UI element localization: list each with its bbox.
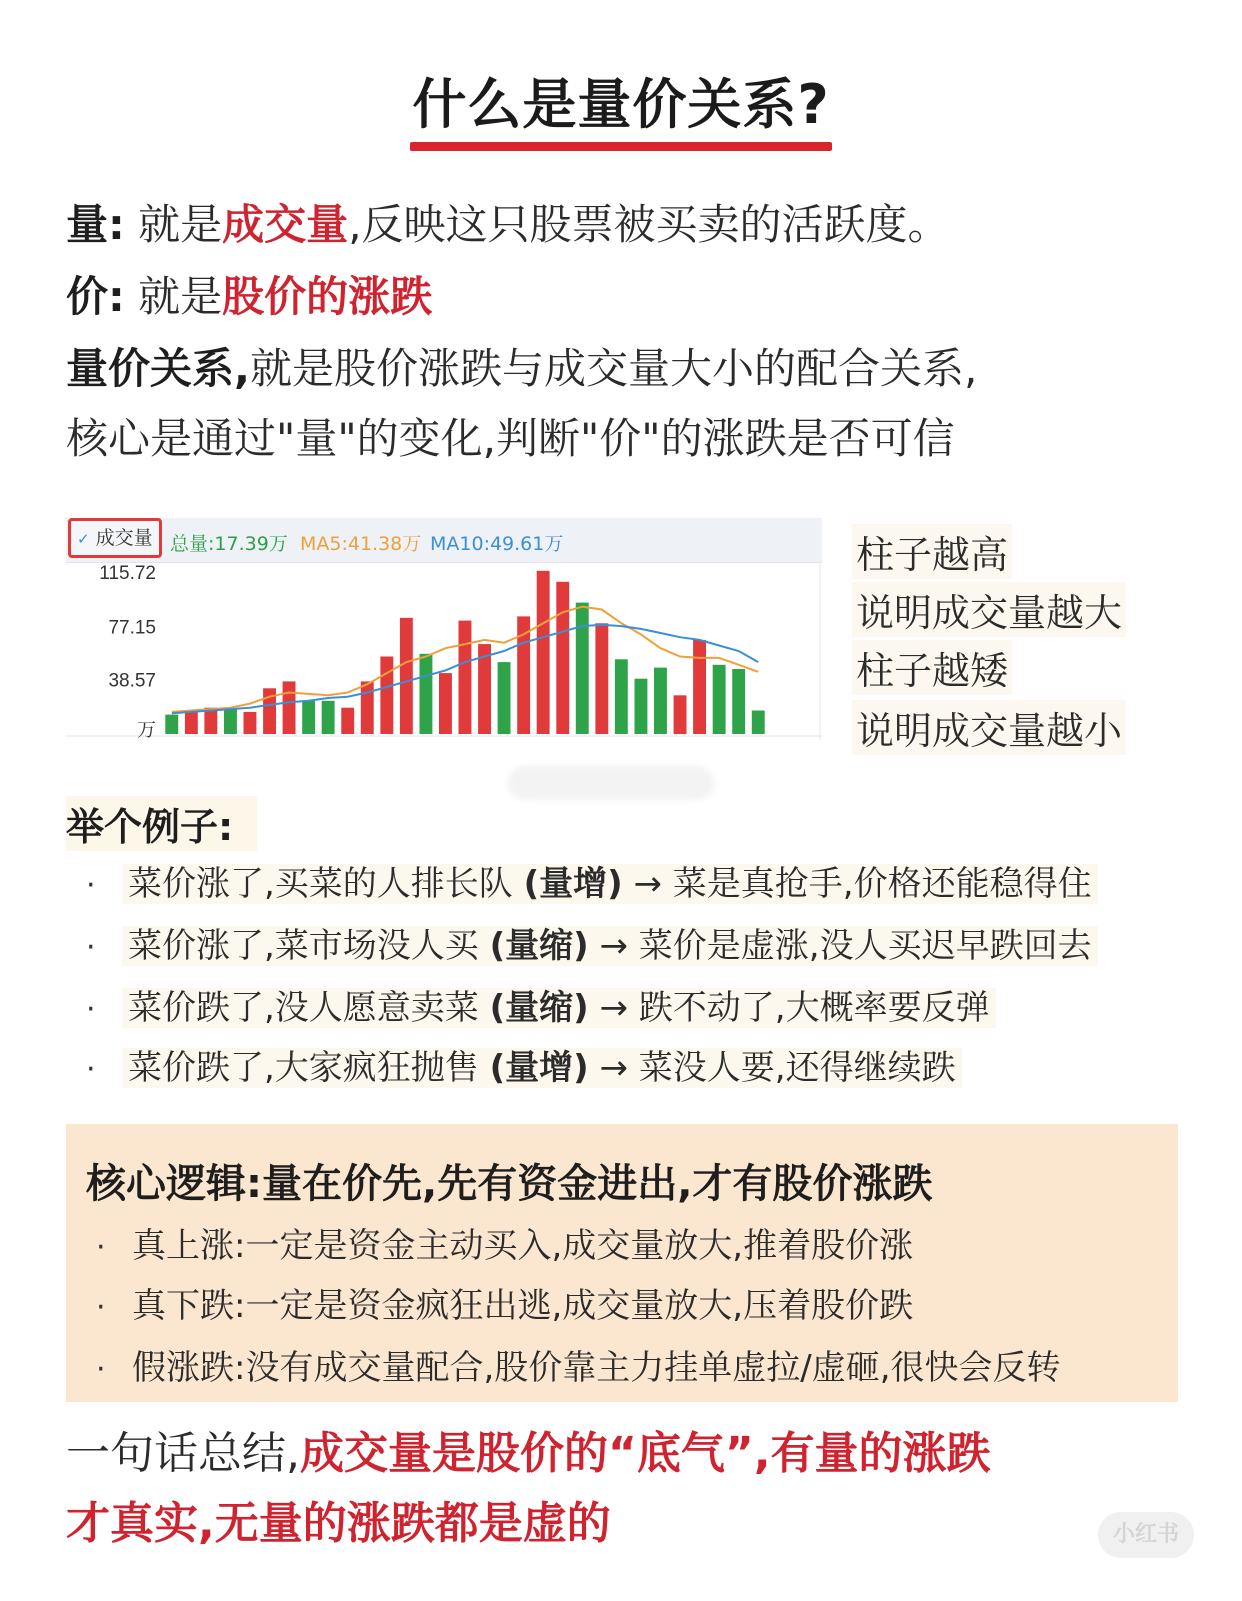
summary-highlight-1: 成交量是股价的“底气”	[300, 1428, 754, 1479]
summary-comma: ,	[753, 1428, 771, 1479]
volume-pre: 就是	[138, 200, 223, 249]
volume-bar	[185, 711, 198, 735]
example-tag: (量缩)	[489, 926, 589, 966]
note-taller-bars: 柱子越高	[852, 524, 1012, 579]
core-item-text: 真上涨:一定是资金主动买入,成交量放大,推着股价涨	[132, 1226, 914, 1266]
volume-bar	[556, 582, 569, 734]
y-tick-label: 万	[136, 720, 156, 740]
core-logic-title: 核心逻辑:量在价先,先有资金进出,才有股价涨跌	[86, 1161, 933, 1207]
volume-bar	[380, 657, 393, 735]
volume-bar	[459, 621, 472, 734]
volume-bar	[224, 709, 237, 734]
example-part-b: → 跌不动了,大概率要反弹	[588, 988, 990, 1028]
example-tag: (量缩)	[489, 988, 589, 1028]
page-title	[412, 62, 829, 139]
bullet-icon: ·	[86, 1052, 96, 1087]
example-item	[86, 856, 1098, 905]
bullet-icon: ·	[96, 1352, 106, 1387]
summary-line-1	[66, 1428, 991, 1479]
y-tick-label: 115.72	[99, 563, 156, 584]
example-tag: (量增)	[523, 864, 623, 904]
example-part-a: 菜价涨了,菜市场没人买	[128, 926, 490, 966]
volume-bar	[595, 623, 608, 734]
chart-plot	[66, 562, 822, 740]
volume-bar	[283, 681, 296, 734]
example-text	[122, 988, 996, 1028]
volume-post: ,反映这只股票被买卖的活跃度。	[348, 200, 950, 249]
example-tag: (量增)	[489, 1048, 589, 1088]
volume-bar	[420, 654, 433, 734]
example-item	[86, 980, 996, 1029]
relation-line-2: 核心是通过"量"的变化,判断"价"的涨跌是否可信	[66, 414, 955, 463]
bullet-icon: ·	[86, 868, 96, 903]
example-part-a: 菜价跌了,没人愿意卖菜	[128, 988, 490, 1028]
core-item	[96, 1340, 1061, 1389]
volume-chart	[66, 518, 822, 740]
y-tick-label: 38.57	[108, 670, 156, 692]
blurred-mark	[508, 766, 714, 800]
price-pre: 就是	[138, 272, 223, 321]
volume-bar	[165, 715, 178, 734]
volume-bar	[341, 708, 354, 734]
example-item	[86, 918, 1098, 967]
chart-header	[66, 518, 822, 563]
price-label: 价:	[66, 272, 125, 321]
price-highlight: 股价的涨跌	[222, 272, 433, 321]
intro-relation-line-2	[66, 414, 955, 463]
volume-bar	[400, 618, 413, 734]
example-text	[122, 926, 1098, 966]
volume-bar	[693, 640, 706, 734]
intro-relation-line	[66, 344, 978, 393]
ma10-value: MA10:49.61万	[430, 533, 564, 555]
note-more-volume: 说明成交量越大	[852, 582, 1126, 637]
note-less-volume: 说明成交量越小	[852, 700, 1126, 755]
check-icon: ✓	[77, 530, 90, 548]
core-item	[96, 1218, 913, 1267]
title-container	[0, 62, 1242, 139]
volume-bar	[576, 603, 589, 734]
volume-bar	[537, 571, 550, 734]
volume-bar	[361, 681, 374, 734]
example-part-a: 菜价涨了,买菜的人排长队	[128, 864, 524, 904]
volume-bar	[674, 695, 687, 734]
volume-label: 量:	[66, 200, 125, 249]
volume-highlight: 成交量	[222, 200, 349, 249]
volume-bar	[244, 712, 257, 734]
title-underline	[410, 142, 831, 151]
volume-bar	[498, 662, 511, 734]
bullet-icon: ·	[86, 930, 96, 965]
volume-bar	[302, 701, 315, 734]
volume-bar	[654, 668, 667, 734]
example-part-a: 菜价跌了,大家疯狂抛售	[128, 1048, 490, 1088]
volume-tag-label: 成交量	[95, 527, 153, 549]
note-shorter-bars: 柱子越矮	[852, 640, 1012, 695]
summary-line-2: 才真实,无量的涨跌都是虚的	[66, 1498, 611, 1549]
volume-bar	[713, 665, 726, 734]
volume-bar	[322, 701, 335, 734]
volume-tag	[68, 518, 162, 558]
summary-highlight-2: 有量的涨跌	[770, 1428, 991, 1479]
core-item-text: 真下跌:一定是资金疯狂出逃,成交量放大,压着股价跌	[132, 1286, 914, 1326]
volume-bar	[752, 711, 765, 735]
volume-bar	[635, 679, 648, 734]
bullet-icon: ·	[96, 1290, 106, 1325]
watermark-logo: 小红书	[1098, 1512, 1194, 1558]
total-volume: 总量:17.39万	[170, 533, 288, 555]
relation-bold: 量价关系,	[66, 344, 250, 393]
example-text	[122, 864, 1098, 904]
core-item-text: 假涨跌:没有成交量配合,股价靠主力挂单虚拉/虚砸,很快会反转	[132, 1348, 1061, 1388]
examples-title: 举个例子:	[66, 796, 257, 851]
volume-bar	[615, 659, 628, 734]
example-item	[86, 1040, 962, 1089]
example-part-b: → 菜没人要,还得继续跌	[588, 1048, 956, 1088]
example-part-b: → 菜价是虚涨,没人买迟早跌回去	[588, 926, 1092, 966]
bullet-icon: ·	[96, 1230, 106, 1265]
intro-price-line	[66, 272, 433, 321]
intro-volume-line	[66, 200, 950, 249]
relation-rest: 就是股价涨跌与成交量大小的配合关系,	[249, 344, 978, 393]
bullet-icon: ·	[86, 992, 96, 1027]
volume-bar	[732, 669, 745, 734]
volume-bar	[439, 673, 452, 734]
summary-lead: 一句话总结,	[66, 1428, 300, 1479]
example-part-b: → 菜是真抢手,价格还能稳得住	[622, 864, 1092, 904]
example-text	[122, 1048, 962, 1088]
y-tick-label: 77.15	[108, 617, 156, 639]
ma5-value: MA5:41.38万	[300, 533, 422, 555]
core-item	[96, 1278, 913, 1327]
page-title-text: 什么是量价关系?	[412, 73, 830, 136]
